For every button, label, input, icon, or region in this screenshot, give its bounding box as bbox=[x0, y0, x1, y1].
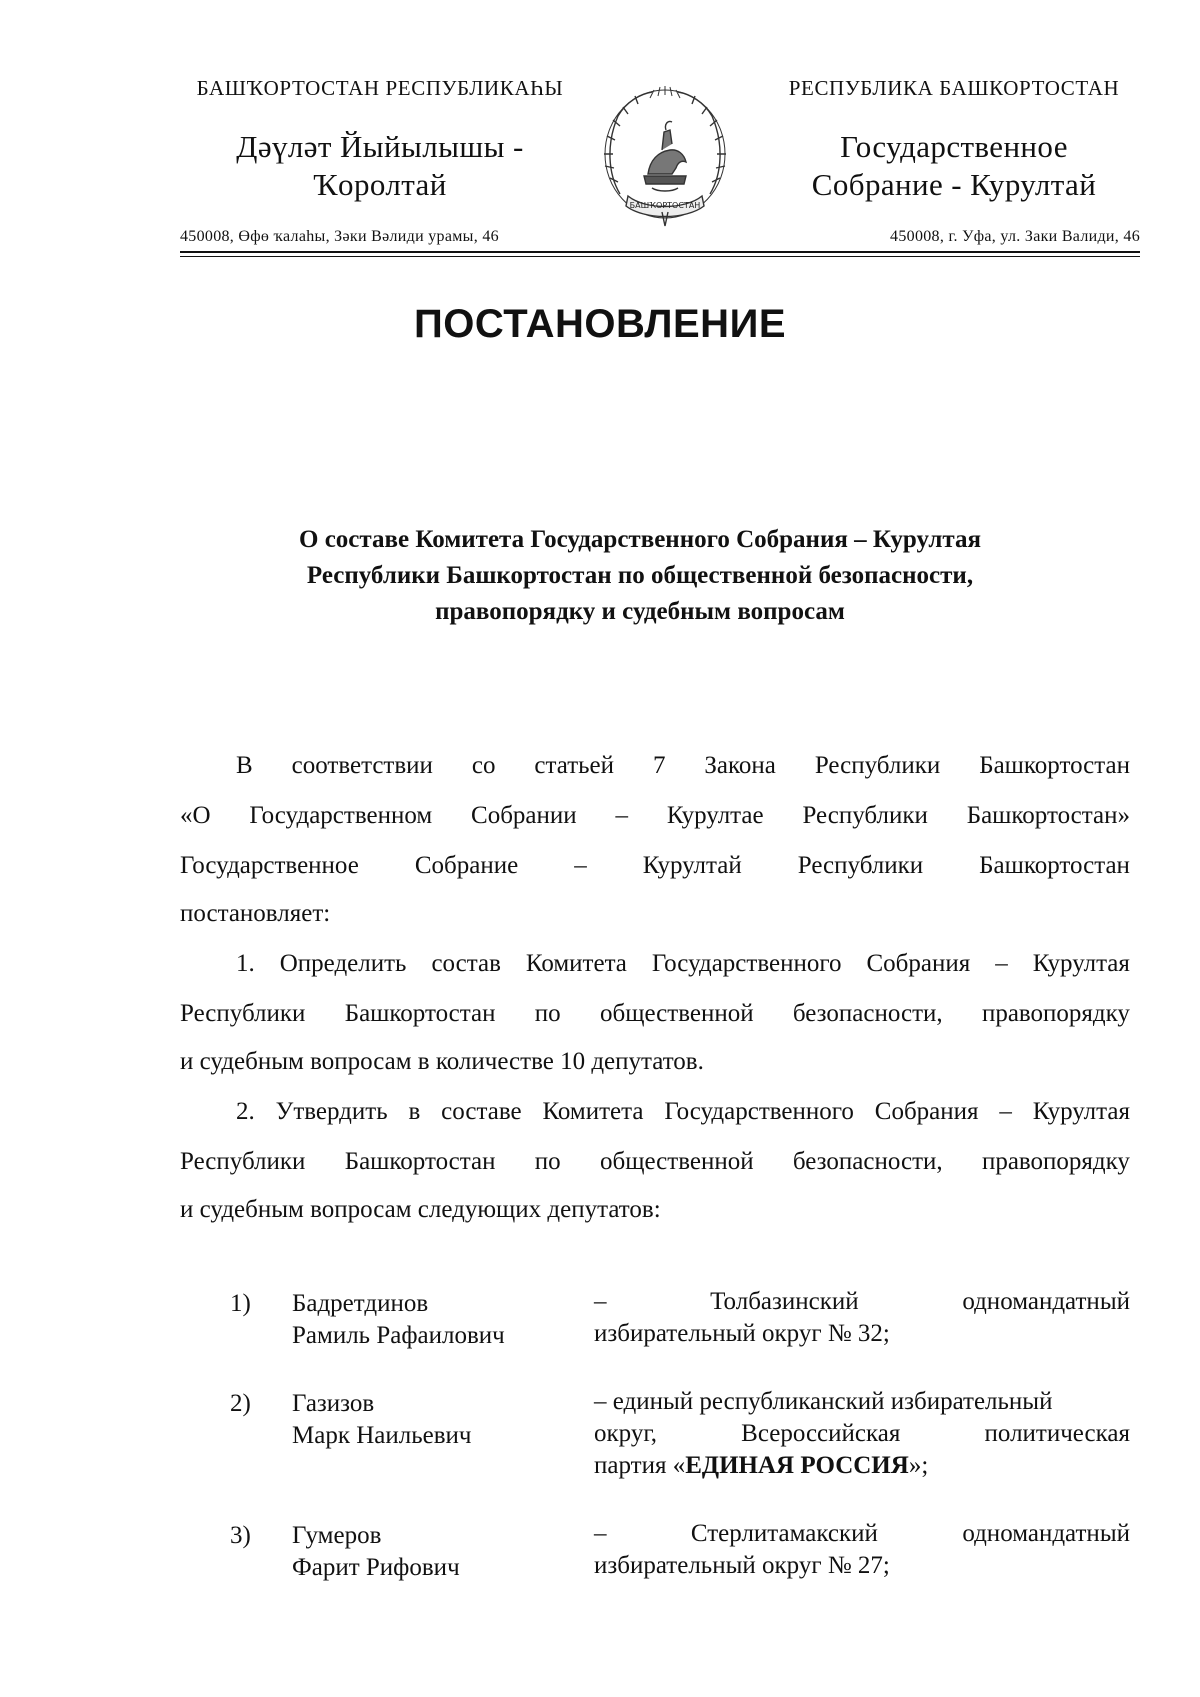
header-left-assembly bbox=[180, 128, 580, 204]
member-given-name: Рамиль Рафаилович bbox=[292, 1322, 505, 1349]
member-surname: Газизов bbox=[292, 1390, 375, 1417]
member-district-line: избирательный округ № 27; bbox=[594, 1552, 890, 1579]
word: 2. bbox=[236, 1098, 255, 1125]
word: Республики bbox=[180, 1148, 306, 1175]
word: Собрании bbox=[471, 802, 577, 829]
member-district-line bbox=[594, 1518, 1130, 1550]
word: – bbox=[594, 1520, 607, 1547]
preamble-line-1 bbox=[236, 752, 1130, 780]
word: безопасности, bbox=[792, 1148, 943, 1175]
word: общественной bbox=[599, 1148, 754, 1175]
word: Собрания bbox=[874, 1098, 979, 1125]
header-right-assembly bbox=[768, 128, 1140, 204]
header-right-republic: РЕСПУБЛИКА БАШКОРТОСТАН bbox=[788, 76, 1120, 100]
item2-line-1 bbox=[236, 1098, 1130, 1126]
word: одномандатный bbox=[962, 1288, 1130, 1315]
word: Определить bbox=[279, 950, 407, 977]
word: Государственного bbox=[651, 950, 842, 977]
word: составе bbox=[441, 1098, 522, 1125]
word: Государственном bbox=[249, 802, 433, 829]
party-prefix: партия « bbox=[594, 1452, 686, 1479]
word: Государственного bbox=[664, 1098, 854, 1125]
item1-line-3: и судебным вопросам в количестве 10 депутатов. bbox=[180, 1048, 704, 1075]
header-right-assembly-line1: Государственное bbox=[840, 129, 1068, 164]
word: Собрания bbox=[866, 950, 971, 977]
preamble-line-4: постановляет: bbox=[180, 900, 331, 927]
word: Республики bbox=[814, 752, 941, 779]
party-name: ЕДИНАЯ РОССИЯ bbox=[685, 1452, 909, 1479]
member-district-line: – единый республиканский избирательный bbox=[594, 1388, 1053, 1415]
member-surname: Бадретдинов bbox=[292, 1290, 429, 1317]
document-title: ПОСТАНОВЛЕНИЕ bbox=[413, 302, 786, 346]
member-surname: Гумеров bbox=[292, 1522, 382, 1549]
word: Республики bbox=[180, 1000, 306, 1027]
word: Башкортостан bbox=[344, 1000, 496, 1027]
word: правопорядку bbox=[981, 1148, 1130, 1175]
word: В bbox=[236, 752, 253, 779]
word: по bbox=[534, 1148, 561, 1175]
member-given-name: Фарит Рифович bbox=[292, 1554, 460, 1581]
member-given-name: Марк Наильевич bbox=[292, 1422, 472, 1449]
word: 1. bbox=[236, 950, 255, 977]
emblem-ribbon-text: БАШҠОРТОСТАН bbox=[629, 201, 701, 210]
header-divider-thick bbox=[180, 251, 1140, 253]
member-number: 1) bbox=[230, 1290, 251, 1317]
word: Республики bbox=[802, 802, 928, 829]
word: Государственное bbox=[180, 852, 359, 879]
item1-line-1 bbox=[236, 950, 1130, 978]
word: Башкортостан bbox=[979, 852, 1130, 879]
word: – bbox=[995, 950, 1008, 977]
word: в bbox=[408, 1098, 421, 1125]
document-subject bbox=[190, 522, 1090, 630]
word: общественной bbox=[599, 1000, 754, 1027]
member-district-line: избирательный округ № 32; bbox=[594, 1320, 890, 1347]
coat-of-arms-emblem bbox=[600, 84, 730, 232]
word: Закона bbox=[704, 752, 776, 779]
word: Курултая bbox=[1032, 950, 1130, 977]
word: Толбазинский bbox=[710, 1288, 859, 1315]
member-name bbox=[292, 1388, 471, 1452]
word: по bbox=[534, 1000, 561, 1027]
word: Курултае bbox=[666, 802, 764, 829]
header-right-address: 450008, г. Уфа, ул. Заки Валиди, 46 bbox=[890, 228, 1140, 245]
member-district-line bbox=[594, 1286, 1130, 1318]
word: политическая bbox=[984, 1420, 1130, 1447]
member-name bbox=[292, 1288, 505, 1352]
word: безопасности, bbox=[792, 1000, 943, 1027]
word: со bbox=[471, 752, 496, 779]
member-district bbox=[594, 1518, 1130, 1582]
subject-line: правопорядку и судебным вопросам bbox=[435, 598, 845, 625]
word: одномандатный bbox=[962, 1520, 1130, 1547]
word: Стерлитамакский bbox=[690, 1520, 878, 1547]
word: Курултая bbox=[1032, 1098, 1130, 1125]
header-left-republic: БАШҠОРТОСТАН РЕСПУБЛИКАҺЫ bbox=[196, 76, 564, 100]
word: Башкортостан bbox=[344, 1148, 496, 1175]
word: правопорядку bbox=[981, 1000, 1130, 1027]
word: 7 bbox=[652, 752, 666, 779]
header-left-address: 450008, Өфө ҡалаһы, Зәки Вәлиди урамы, 46 bbox=[180, 228, 499, 245]
word: округ, bbox=[594, 1420, 658, 1447]
header-divider-thin bbox=[180, 256, 1140, 257]
preamble-line-2 bbox=[180, 802, 1130, 830]
word: Курултай bbox=[642, 852, 742, 879]
word: статьей bbox=[534, 752, 614, 779]
word: – bbox=[594, 1288, 607, 1315]
word: Башкортостан» bbox=[966, 802, 1130, 829]
word: Башкортостан bbox=[979, 752, 1130, 779]
word: Комитета bbox=[525, 950, 627, 977]
member-district bbox=[594, 1286, 1130, 1350]
word: «О bbox=[180, 802, 211, 829]
word: – bbox=[574, 852, 587, 879]
word: – bbox=[615, 802, 628, 829]
item1-line-2 bbox=[180, 1000, 1130, 1028]
item2-line-3: и судебным вопросам следующих депутатов: bbox=[180, 1196, 661, 1223]
member-district bbox=[594, 1386, 1130, 1482]
preamble-line-3 bbox=[180, 852, 1130, 880]
member-name bbox=[292, 1520, 460, 1584]
word: Республики bbox=[797, 852, 924, 879]
header-left-assembly-line2: Ҡоролтай bbox=[313, 167, 447, 202]
word: Собрание bbox=[414, 852, 519, 879]
subject-line: О составе Комитета Государственного Собрания – Курултая bbox=[299, 526, 981, 553]
member-number: 3) bbox=[230, 1522, 251, 1549]
word: Утвердить bbox=[275, 1098, 388, 1125]
word: соответствии bbox=[291, 752, 433, 779]
member-district-line bbox=[594, 1418, 1130, 1450]
word: Комитета bbox=[542, 1098, 644, 1125]
word: состав bbox=[431, 950, 501, 977]
subject-line: Республики Башкортостан по общественной безопасности, bbox=[306, 562, 974, 589]
member-number: 2) bbox=[230, 1390, 251, 1417]
item2-line-2 bbox=[180, 1148, 1130, 1176]
word: Всероссийская bbox=[741, 1420, 901, 1447]
header-left-assembly-line1: Дәүләт Йыйылышы - bbox=[236, 129, 524, 164]
word: – bbox=[999, 1098, 1012, 1125]
party-suffix: »; bbox=[908, 1452, 929, 1479]
header-right-assembly-line2: Собрание - Курултай bbox=[811, 167, 1097, 202]
member-district-line bbox=[594, 1450, 1130, 1482]
